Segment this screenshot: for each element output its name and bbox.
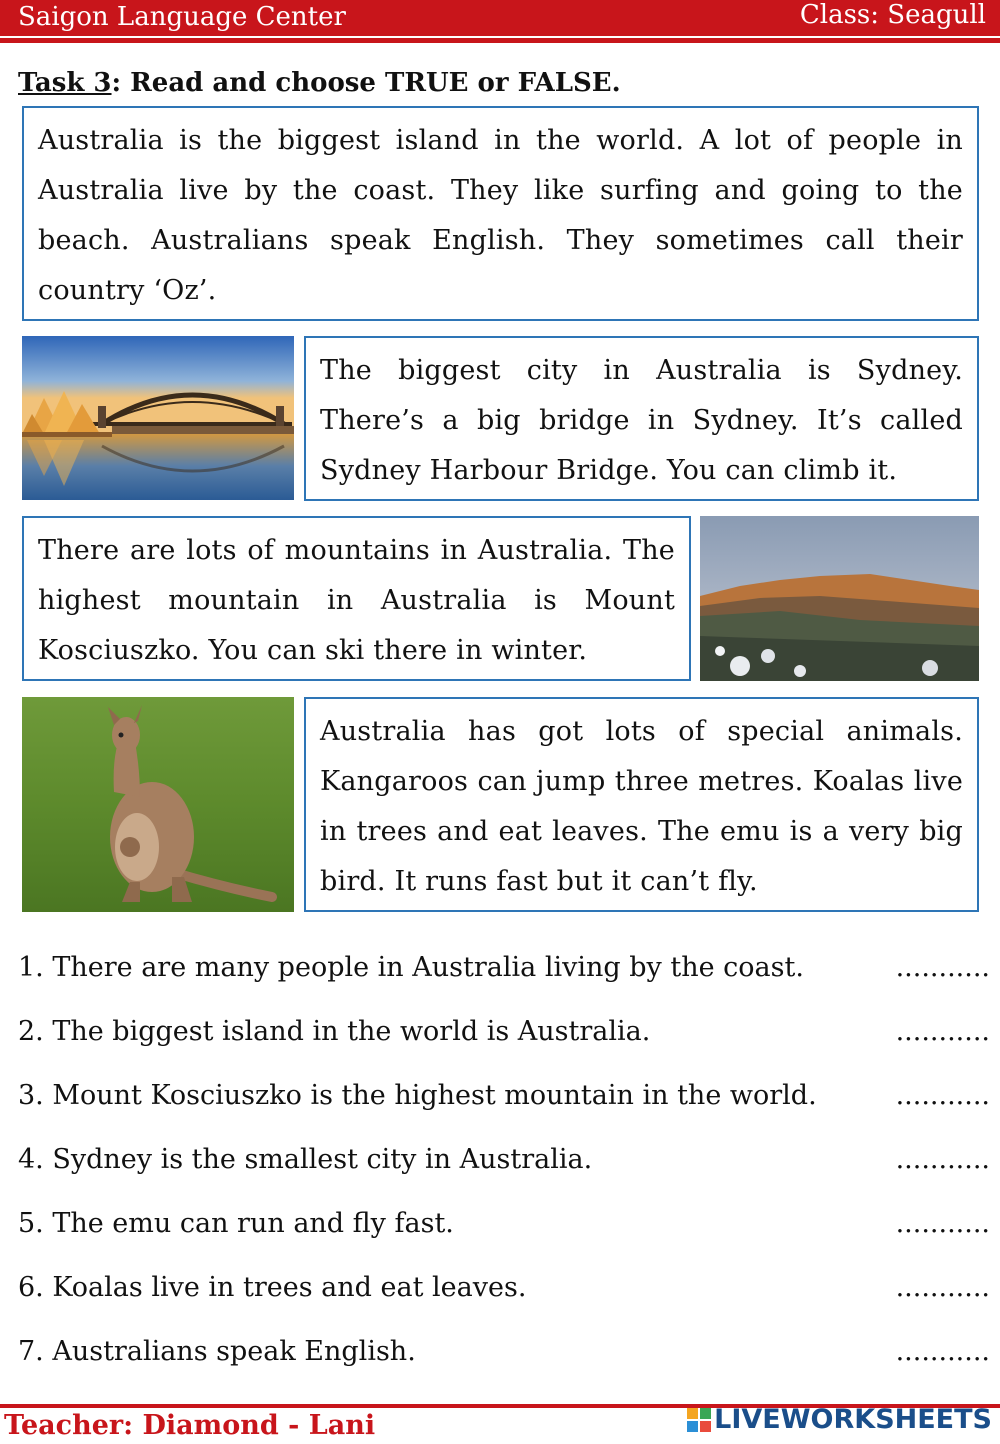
answer-blank[interactable]: ........... bbox=[895, 1080, 990, 1111]
sydney-opera-house-image bbox=[22, 336, 294, 500]
header-divider bbox=[0, 38, 1000, 43]
answer-blank[interactable]: ........... bbox=[895, 1336, 990, 1367]
answer-blank[interactable]: ........... bbox=[895, 1272, 990, 1303]
passage-text: There are lots of mountains in Australia. The highest mountain in Australia is Mount Kosciuszko. You can ski there in winter. bbox=[38, 535, 675, 666]
question-text: 4. Sydney is the smallest city in Australia. bbox=[18, 1144, 593, 1175]
passage-box-animals bbox=[304, 697, 979, 912]
answer-blank[interactable]: ........... bbox=[895, 1208, 990, 1239]
answer-blank[interactable]: ........... bbox=[895, 1144, 990, 1175]
question-text: 7. Australians speak English. bbox=[18, 1336, 416, 1367]
question-text: 2. The biggest island in the world is Australia. bbox=[18, 1016, 651, 1047]
teacher-name: Teacher: Diamond - Lani bbox=[4, 1410, 376, 1441]
task-number: Task 3 bbox=[18, 68, 112, 98]
question-text: 5. The emu can run and fly fast. bbox=[18, 1208, 454, 1239]
liveworksheets-logo bbox=[687, 1404, 992, 1435]
passage-box-intro bbox=[22, 106, 979, 321]
passage-text: Australia is the biggest island in the world. A lot of people in Australia live by the coast. They like surfing and going to the beach. Australians speak English. They sometimes call their country ‘Oz’. bbox=[38, 125, 963, 306]
passage-text: Australia has got lots of special animals. Kangaroos can jump three metres. Koalas live in trees and eat leaves. The emu is a very big bird. It runs fast but it can’t fly. bbox=[320, 716, 963, 897]
answer-blank[interactable]: ........... bbox=[895, 952, 990, 983]
mount-kosciuszko-image bbox=[700, 516, 979, 681]
task-instruction: : Read and choose TRUE or FALSE. bbox=[111, 68, 621, 98]
answer-blank[interactable]: ........... bbox=[895, 1016, 990, 1047]
question-text: 3. Mount Kosciuszko is the highest mountain in the world. bbox=[18, 1080, 817, 1111]
passage-box-mountains bbox=[22, 516, 691, 681]
liveworksheets-wordmark: LIVEWORKSHEETS bbox=[714, 1404, 992, 1435]
passage-box-sydney bbox=[304, 336, 979, 501]
header-bar bbox=[0, 0, 1000, 36]
school-name: Saigon Language Center bbox=[18, 2, 346, 32]
question-text: 1. There are many people in Australia living by the coast. bbox=[18, 952, 804, 983]
class-label: Class: Seagull bbox=[799, 0, 986, 30]
kangaroo-image bbox=[22, 697, 294, 912]
question-text: 6. Koalas live in trees and eat leaves. bbox=[18, 1272, 527, 1303]
passage-text: The biggest city in Australia is Sydney. There’s a big bridge in Sydney. It’s called Sydney Harbour Bridge. You can climb it. bbox=[320, 355, 963, 486]
liveworksheets-icon bbox=[687, 1408, 711, 1432]
task-title bbox=[18, 68, 621, 98]
